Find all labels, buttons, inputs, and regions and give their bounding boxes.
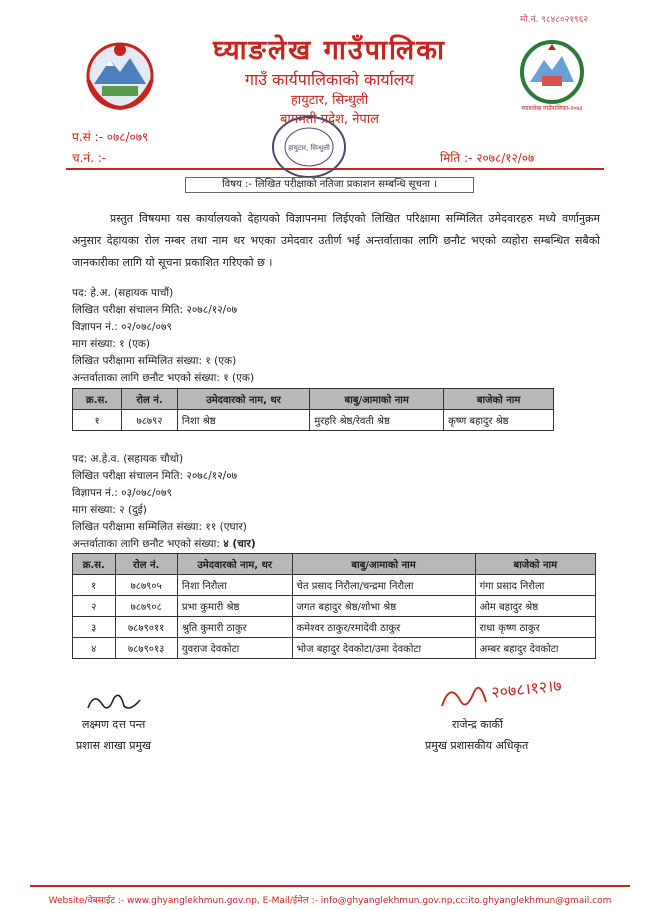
cell-sn: २ <box>73 596 116 617</box>
cell-name: श्रुति कुमारी ठाकुर <box>177 617 292 638</box>
table-row <box>73 617 596 638</box>
cell-parents: जगत बहादुर श्रेष्ठ/शोभा श्रेष्ठ <box>292 596 475 617</box>
office-subtitle: गाउँ कार्यपालिकाको कार्यालय <box>245 70 414 89</box>
col-sn: क्र.स. <box>73 554 116 575</box>
col-roll: रोल नं. <box>115 554 177 575</box>
table-header-row <box>73 554 596 575</box>
col-parents: बाबु/आमाको नाम <box>292 554 475 575</box>
col-parents: बाबु/आमाको नाम <box>310 389 444 410</box>
cell-sn: ४ <box>73 638 116 659</box>
col-roll: रोल नं. <box>122 389 178 410</box>
col-grandfather: बाजेको नाम <box>475 554 595 575</box>
s2-selected-label: अन्तर्वाताका लागि छनौट भएको संख्या: <box>72 538 220 550</box>
municipality-logo-text: घ्याङलेख गाउँपालिका-२०७३ <box>521 105 583 112</box>
cell-name: निशा श्रेष्ठ <box>177 410 309 431</box>
right-signatory-name: राजेन्द्र कार्की <box>452 718 503 731</box>
cell-grandfather: ओम बहादुर श्रेष्ठ <box>475 596 595 617</box>
s2-appeared: लिखित परीक्षामा सम्मिलित संख्या: ११ (एघार) <box>72 521 247 533</box>
result-table-1 <box>72 388 554 431</box>
cell-roll: ७८७९२ <box>122 410 178 431</box>
table-row <box>73 596 596 617</box>
right-signatory-title: प्रमुख प्रशासकीय अधिकृत <box>425 739 529 752</box>
right-signature-date: २०७८।१२।७ <box>490 675 563 702</box>
issue-date: मिति :- २०७८/१२/०७ <box>440 151 535 165</box>
left-signatory-title: प्रशास शाखा प्रमुख <box>76 739 152 752</box>
footer-divider <box>30 885 630 887</box>
s2-selected <box>72 537 256 551</box>
left-signatory-name: लक्ष्मण दत्त पन्त <box>82 718 146 731</box>
footer-contact: Website/वेबसाईट :- www.ghyanglekhmun.gov.np, E-Mail/ईमेल :- info@ghyanglekhmun.gov.np,cc:ito.ghyanglekhmun@gmail.com <box>48 896 612 906</box>
s1-post: पद: हे.अ. (सहायक पाचौं) <box>72 287 174 299</box>
cell-sn: ३ <box>73 617 116 638</box>
cell-grandfather: कृष्ण बहादुर श्रेष्ठ <box>444 410 554 431</box>
notice-subject: विषय :- लिखित परीक्षाको नतिजा प्रकाशन सम्बन्धि सूचना । <box>185 177 474 193</box>
left-signature <box>84 688 144 718</box>
cell-name: युवराज देवकोटा <box>177 638 292 659</box>
cell-grandfather: राधा कृष्ण ठाकुर <box>475 617 595 638</box>
table-header-row <box>73 389 554 410</box>
municipality-logo <box>512 36 592 114</box>
cell-parents: चेत प्रसाद निरौला/चन्द्रमा निरौला <box>292 575 475 596</box>
municipality-title: घ्याङलेख गाउँपालिका <box>213 35 446 66</box>
office-stamp <box>268 112 350 182</box>
table-row <box>73 638 596 659</box>
s2-demand: माग संख्या: २ (दुई) <box>72 504 147 516</box>
stamp-text: हायुटार, सिन्धुली <box>288 144 330 152</box>
cell-name: प्रभा कुमारी श्रेष्ठ <box>177 596 292 617</box>
cell-sn: १ <box>73 575 116 596</box>
col-sn: क्र.स. <box>73 389 122 410</box>
s2-selected-value: ४ (चार) <box>223 538 256 550</box>
cell-grandfather: अम्बर बहादुर देवकोटा <box>475 638 595 659</box>
patra-sankhya: प.सं :- ०७८/०७९ <box>72 130 149 144</box>
address-line-1: हायुटार, सिन्धुली <box>290 93 369 108</box>
cell-parents: मुरहरि श्रेष्ठ/रेवती श्रेष्ठ <box>310 410 444 431</box>
phone-number: मो.नं. ९८४८०२१९६२ <box>520 15 589 25</box>
cell-roll: ७८७९०५ <box>115 575 177 596</box>
cell-parents: भोज बहादुर देवकोटा/उमा देवकोटा <box>292 638 475 659</box>
s1-selected: अन्तर्वाताका लागि छनौट भएको संख्या: १ (एक) <box>72 372 255 384</box>
col-grandfather: बाजेको नाम <box>444 389 554 410</box>
cell-roll: ७८७९०८ <box>115 596 177 617</box>
cell-grandfather: गंगा प्रसाद निरौला <box>475 575 595 596</box>
table-row <box>73 575 596 596</box>
s1-appeared: लिखित परीक्षामा सम्मिलित संख्या: १ (एक) <box>72 355 237 367</box>
cell-parents: कमेश्वर ठाकुर/रमादेवी ठाकुर <box>292 617 475 638</box>
col-name: उमेदवारको नाम, थर <box>177 389 309 410</box>
cell-roll: ७८७९०११ <box>115 617 177 638</box>
col-name: उमेदवारको नाम, थर <box>177 554 292 575</box>
cell-name: निशा निरौला <box>177 575 292 596</box>
notice-body: प्रस्तुत विषयमा यस कार्यालयको देहायको विज्ञापनमा लिईएको लिखित परिक्षामा सम्मिलित उमेदवारहरु मध्ये वर्णानुक्रम अनुसार देहायका रोल नम्बर तथा नाम थर भएका उमेदवार उतीर्ण भई अन्तर्वाताका लागि छनौट भएको व्यहोरा सम्बन्धित सबैको जानकारीका लागि यो सूचना प्रकाशित गरिएको छ । <box>72 212 600 269</box>
right-signature <box>436 672 586 718</box>
result-table-2 <box>72 553 596 659</box>
address-line-2: बागमती प्रदेश, नेपाल <box>280 112 379 127</box>
cell-sn: १ <box>73 410 122 431</box>
s1-demand: माग संख्या: १ (एक) <box>72 338 151 350</box>
s1-ad-no: विज्ञापन नं.: ०२/०७८/०७९ <box>72 321 172 333</box>
s1-exam-date: लिखित परीक्षा संचालन मिति: २०७८/१२/०७ <box>72 304 238 316</box>
cell-roll: ७८७९०१३ <box>115 638 177 659</box>
table-row <box>73 410 554 431</box>
chalani-number: च.नं. :- <box>72 151 107 165</box>
s2-post: पद: अ.हे.व. (सहायक चौथो) <box>72 453 184 465</box>
s2-ad-no: विज्ञापन नं.: ०३/०७८/०७९ <box>72 487 172 499</box>
s2-exam-date: लिखित परीक्षा संचालन मिति: २०७८/१२/०७ <box>72 470 238 482</box>
